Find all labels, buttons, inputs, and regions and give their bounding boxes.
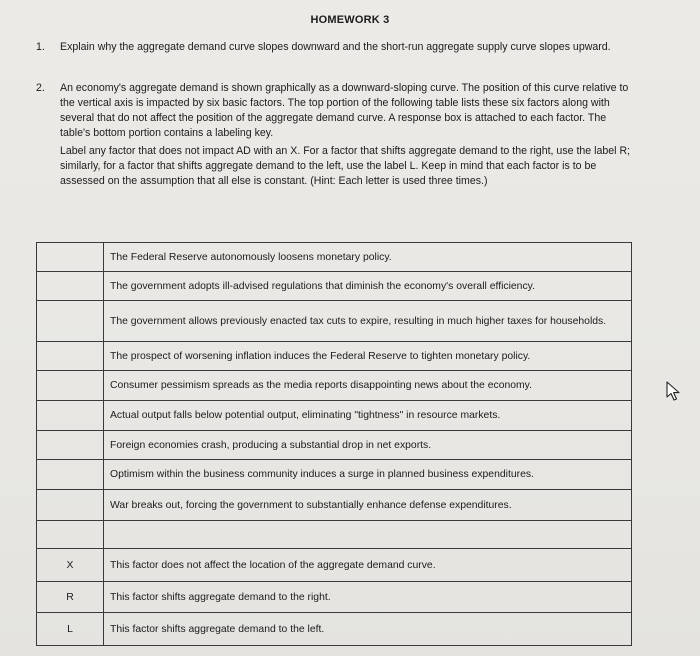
key-text: This factor does not affect the location of the aggregate demand curve. bbox=[104, 549, 632, 582]
factor-text: The government adopts ill-advised regulations that diminish the economy's overall efficiency. bbox=[104, 272, 632, 301]
key-text: This factor shifts aggregate demand to the left. bbox=[104, 613, 632, 646]
response-box[interactable] bbox=[37, 490, 104, 521]
factor-text: War breaks out, forcing the government to substantially enhance defense expenditures. bbox=[104, 490, 632, 521]
factor-text: The prospect of worsening inflation induces the Federal Reserve to tighten monetary policy. bbox=[104, 342, 632, 371]
response-box[interactable] bbox=[37, 401, 104, 431]
factor-text: The government allows previously enacted tax cuts to expire, resulting in much higher taxes for households. bbox=[104, 301, 632, 342]
separator-row bbox=[37, 521, 632, 549]
mouse-cursor-icon bbox=[665, 381, 683, 403]
factor-row bbox=[37, 342, 632, 371]
question-2-number: 2. bbox=[36, 82, 45, 94]
factor-row bbox=[37, 401, 632, 431]
key-label: X bbox=[37, 549, 104, 582]
key-row bbox=[37, 613, 632, 646]
key-row bbox=[37, 582, 632, 613]
question-2-paragraph-1: An economy's aggregate demand is shown graphically as a downward-sloping curve. The position of this curve relative to the vertical axis is impacted by six basic factors. The top portion of the following table lists these six factors along with several that do not affect the position of the aggregate demand curve. A response box is attached to each factor. The table's bottom portion contains a labeling key. bbox=[60, 82, 629, 139]
response-box[interactable] bbox=[37, 431, 104, 460]
response-box[interactable] bbox=[37, 243, 104, 272]
key-label: L bbox=[37, 613, 104, 646]
factor-row bbox=[37, 431, 632, 460]
response-box[interactable] bbox=[37, 342, 104, 371]
key-row bbox=[37, 549, 632, 582]
factor-row bbox=[37, 243, 632, 272]
response-box[interactable] bbox=[37, 460, 104, 490]
key-text: This factor shifts aggregate demand to the right. bbox=[104, 582, 632, 613]
question-1 bbox=[36, 40, 636, 55]
factor-text: Actual output falls below potential output, eliminating "tightness" in resource markets. bbox=[104, 401, 632, 431]
response-box[interactable] bbox=[37, 272, 104, 301]
factor-table bbox=[36, 242, 632, 646]
factor-text: Foreign economies crash, producing a substantial drop in net exports. bbox=[104, 431, 632, 460]
response-box[interactable] bbox=[37, 371, 104, 401]
question-1-number: 1. bbox=[36, 41, 45, 53]
factor-text: Optimism within the business community induces a surge in planned business expenditures. bbox=[104, 460, 632, 490]
key-label: R bbox=[37, 582, 104, 613]
question-2 bbox=[36, 81, 636, 189]
factor-row bbox=[37, 272, 632, 301]
factor-row bbox=[37, 490, 632, 521]
factor-text: Consumer pessimism spreads as the media reports disappointing news about the economy. bbox=[104, 371, 632, 401]
response-box[interactable] bbox=[37, 301, 104, 342]
question-1-text: Explain why the aggregate demand curve slopes downward and the short-run aggregate supply curve slopes upward. bbox=[60, 41, 611, 53]
factor-row bbox=[37, 301, 632, 342]
factor-text: The Federal Reserve autonomously loosens monetary policy. bbox=[104, 243, 632, 272]
question-2-paragraph-2: Label any factor that does not impact AD with an X. For a factor that shifts aggregate demand to the right, use the label R; similarly, for a factor that shifts aggregate demand to the left, use the label L. Keep in mind that each factor is to be assessed on the assumption that all else is constant. (Hint: Each letter is used three times.) bbox=[60, 145, 631, 187]
factor-row bbox=[37, 460, 632, 490]
factor-row bbox=[37, 371, 632, 401]
page-title: HOMEWORK 3 bbox=[310, 14, 390, 26]
